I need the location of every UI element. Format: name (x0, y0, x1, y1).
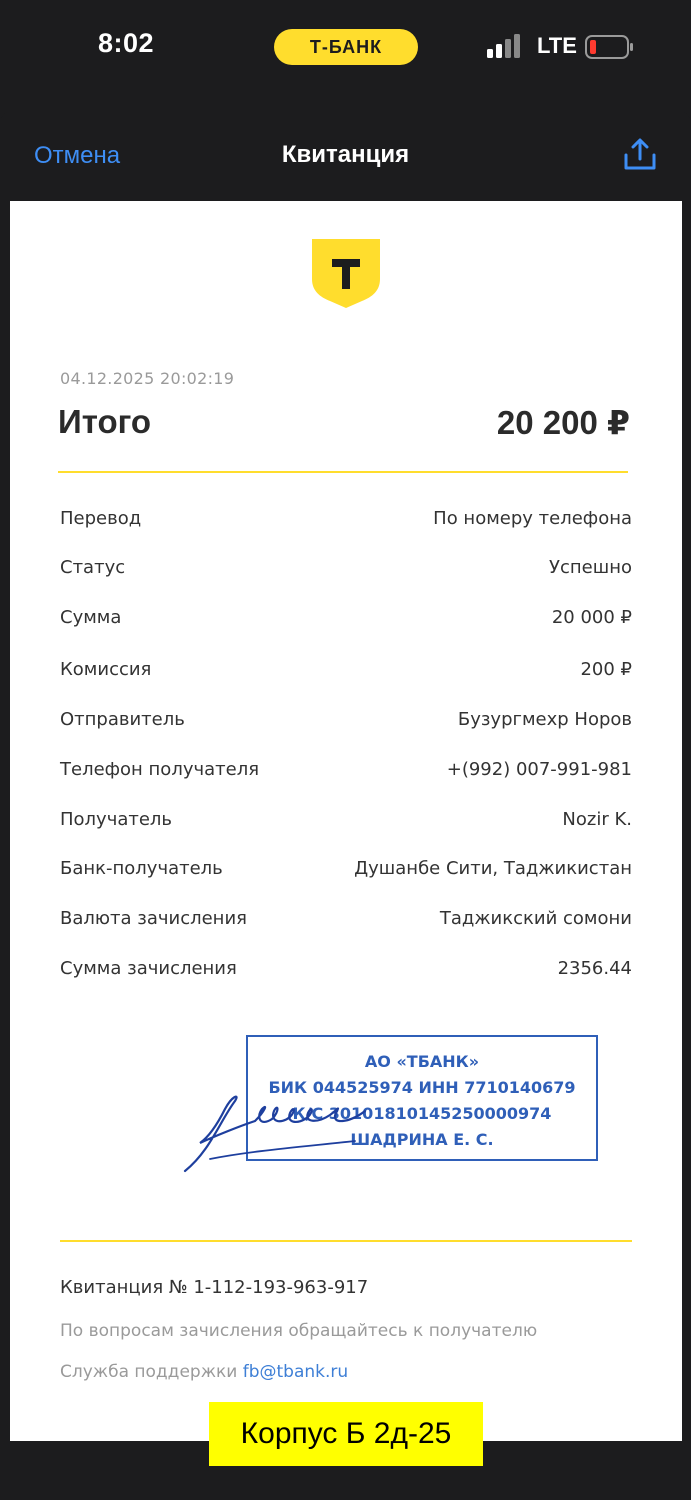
detail-value: 20 000 ₽ (551, 606, 632, 628)
detail-value: Nozir K. (562, 808, 632, 830)
nav-bar (0, 110, 691, 201)
detail-value: Душанбе Сити, Таджикистан (354, 857, 632, 879)
carrier-badge: Т-БАНК (274, 29, 418, 65)
status-time: 8:02 (98, 28, 155, 58)
detail-row (60, 802, 632, 836)
detail-label: Комиссия (60, 658, 152, 680)
detail-value: +(992) 007-991-981 (446, 758, 632, 780)
receipt-note: По вопросам зачисления обращайтесь к получателю (60, 1321, 538, 1341)
total-value: 20 200 ₽ (496, 404, 630, 441)
detail-row (60, 501, 632, 535)
detail-value: Таджикский сомони (439, 907, 632, 929)
stamp-line: БИК 044525974 ИНН 7710140679 (268, 1078, 576, 1097)
total-label: Итого (58, 403, 152, 440)
receipt-number: Квитанция № 1-112-193-963-917 (60, 1277, 369, 1298)
detail-label: Телефон получателя (60, 758, 260, 780)
tbank-logo-icon (312, 239, 380, 309)
detail-value: 200 ₽ (580, 658, 632, 680)
detail-value: 2356.44 (557, 957, 632, 979)
detail-row (60, 702, 632, 736)
detail-row (60, 550, 632, 584)
stamp-line: АО «ТБАНК» (364, 1052, 480, 1071)
detail-row (60, 752, 632, 786)
receipt-sheet (10, 201, 682, 1441)
signature-icon (180, 1081, 380, 1181)
detail-row (60, 652, 632, 686)
divider (58, 471, 628, 473)
detail-row (60, 901, 632, 935)
detail-label: Банк-получатель (60, 857, 223, 879)
caption-label: Корпус Б 2д-25 (209, 1402, 483, 1466)
detail-label: Отправитель (60, 708, 185, 730)
detail-label: Получатель (60, 808, 173, 830)
share-icon[interactable] (622, 138, 658, 172)
detail-value: По номеру телефона (433, 507, 632, 529)
support-label: Служба поддержки (60, 1362, 243, 1382)
detail-label: Сумма зачисления (60, 957, 237, 979)
detail-label: Перевод (60, 507, 142, 529)
detail-row (60, 851, 632, 885)
divider (60, 1240, 632, 1242)
support-email-link[interactable]: fb@tbank.ru (242, 1362, 349, 1382)
network-type: LTE (537, 33, 577, 58)
signal-icon (487, 34, 525, 58)
detail-label: Сумма (60, 606, 122, 628)
stamp-line: ШАДРИНА Е. С. (350, 1130, 494, 1149)
receipt-datetime: 04.12.2025 20:02:19 (60, 369, 235, 388)
detail-value: Успешно (549, 556, 632, 578)
support-line (60, 1362, 348, 1382)
detail-row (60, 600, 632, 634)
stamp-line: К/С 30101810145250000974 (292, 1104, 552, 1123)
detail-label: Статус (60, 556, 126, 578)
status-bar (0, 0, 691, 110)
detail-value: Бузургмехр Норов (457, 708, 632, 730)
detail-row (60, 951, 632, 985)
detail-label: Валюта зачисления (60, 907, 247, 929)
page-title: Квитанция (281, 141, 410, 168)
battery-low-icon (585, 35, 635, 59)
cancel-button[interactable]: Отмена (34, 142, 121, 169)
